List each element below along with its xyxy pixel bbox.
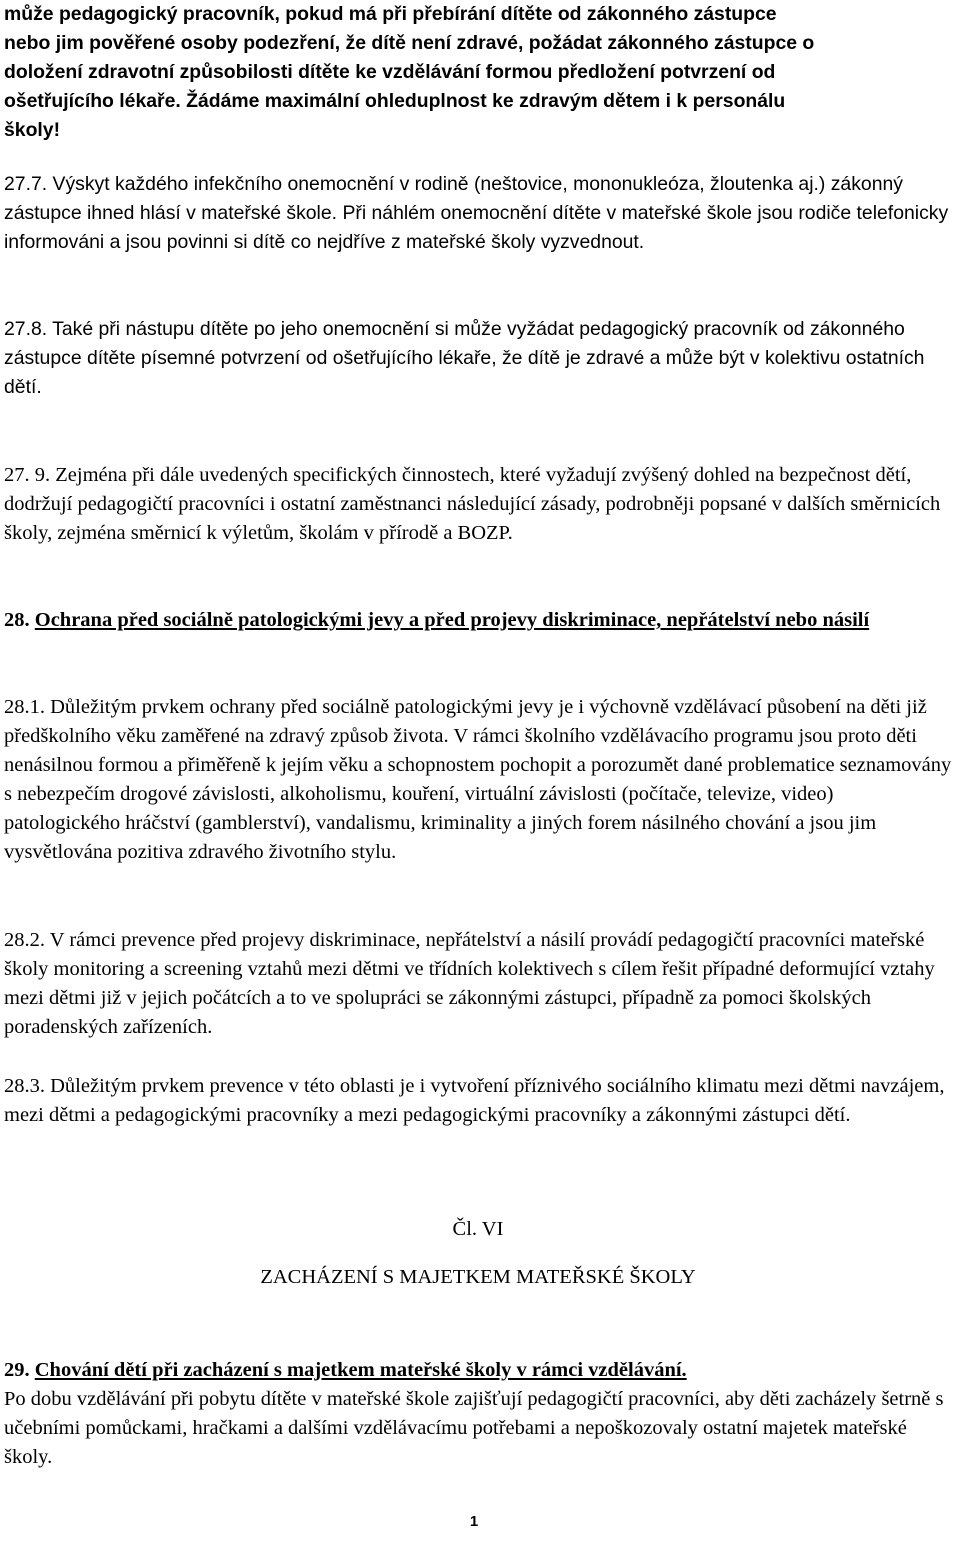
section-28-3: 28.3. Důležitým prvkem prevence v této oblasti je i vytvoření příznivého sociálního klimatu mezi dětmi navzájem, mezi dětmi a pedagogickými pracovníky a mezi pedagogickými pracovníky a zákonnými zástupci dětí. <box>4 1075 945 1126</box>
chapter-number: Čl. VI <box>452 1218 504 1240</box>
intro-line-2: nebo jim pověřené osoby podezření, že dítě není zdravé, požádat zákonného zástupce o <box>4 32 815 54</box>
intro-warning-1: Žádáme maximální ohleduplnost ke zdravým dětem i k personálu <box>186 90 786 112</box>
section-28-2: 28.2. V rámci prevence před projevy diskriminace, nepřátelství a násilí provádí pedagogičtí pracovníci mateřské školy monitoring a screening vztahů mezi dětmi ve třídních kolektivech s cílem řešit případné deformující vztahy mezi dětmi již v jejich počátcích a to ve spolupráci se zákonnými zástupci, případně za pomoci školských poradenských zařízeních. <box>4 929 935 1038</box>
section-28-number: 28. <box>4 609 35 631</box>
section-29-title: Chování dětí při zacházení s majetkem mateřské školy v rámci vzdělávání. <box>34 1359 687 1381</box>
intro-warning-2: školy! <box>4 119 61 141</box>
intro-paragraph <box>4 0 952 145</box>
intro-line-3: doložení zdravotní způsobilosti dítěte ke vzdělávání formou předložení potvrzení od <box>4 61 776 83</box>
intro-line-4: ošetřujícího lékaře. <box>4 90 187 112</box>
section-28-1: 28.1. Důležitým prvkem ochrany před sociálně patologickými jevy je i výchovně vzdělávací působení na děti již předškolního věku zaměřené na zdravý způsob života. V rámci školního vzdělávacího programu jsou proto děti nenásilnou formou a přiměřeně k jejím věku a schopnostem pochopit a porozumět dané problematice seznamovány s nebezpečím drogové závislosti, alkoholismu, kouření, virtuální závislosti (počítače, televize, video) patologického hráčství (gamblerství), vandalismu, kriminality a jiných forem násilného chování a jsou jim vysvětlována pozitiva zdravého životního stylu. <box>4 696 952 863</box>
section-27-7 <box>4 170 952 257</box>
section-29-number: 29. <box>4 1359 35 1381</box>
section-27-8: 27.8. Také při nástupu dítěte po jeho onemocnění si může vyžádat pedagogický pracovník od zákonného zástupce dítěte písemné potvrzení od ošetřujícího lékaře, že dítě je zdravé a může být v kolektivu ostatních dětí. <box>4 318 925 398</box>
page-number: 1 <box>469 1513 479 1530</box>
section-27-7-highlight: Při náhlém onemocnění dítěte v mateřské škole jsou rodiče telefonicky informováni a jsou povinni si dítě co nejdříve z mateřské školy vyzvednout. <box>4 202 949 253</box>
section-27-7-text: 27.7. Výskyt každého infekčního onemocnění v rodině (neštovice, mononukleóza, žloutenka aj.) zákonný zástupce ihned hlásí v mateřské škole. <box>4 173 903 224</box>
chapter-title: ZACHÁZENÍ S MAJETKEM MATEŘSKÉ ŠKOLY <box>260 1266 696 1288</box>
section-28-heading <box>4 606 952 635</box>
intro-line-1: může pedagogický pracovník, pokud má při přebírání dítěte od zákonného zástupce <box>4 3 777 25</box>
section-29 <box>4 1356 952 1472</box>
section-27-9: 27. 9. Zejména při dále uvedených specifických činnostech, které vyžadují zvýšený dohled na bezpečnost dětí, dodržují pedagogičtí pracovníci i ostatní zaměstnanci následující zásady, podrobněji popsané v dalších směrnicích školy, zejména směrnicí k výletům, školám v přírodě a BOZP. <box>4 464 941 544</box>
section-28-title: Ochrana před sociálně patologickými jevy a před projevy diskriminace, nepřátelství nebo násilí <box>34 609 870 631</box>
section-29-body: Po dobu vzdělávání při pobytu dítěte v mateřské škole zajišťují pedagogičtí pracovníci, aby děti zacházely šetrně s učebními pomůckami, hračkami a dalšími vzdělávacímu potřebami a nepoškozovaly ostatní majetek mateřské školy. <box>4 1388 944 1468</box>
